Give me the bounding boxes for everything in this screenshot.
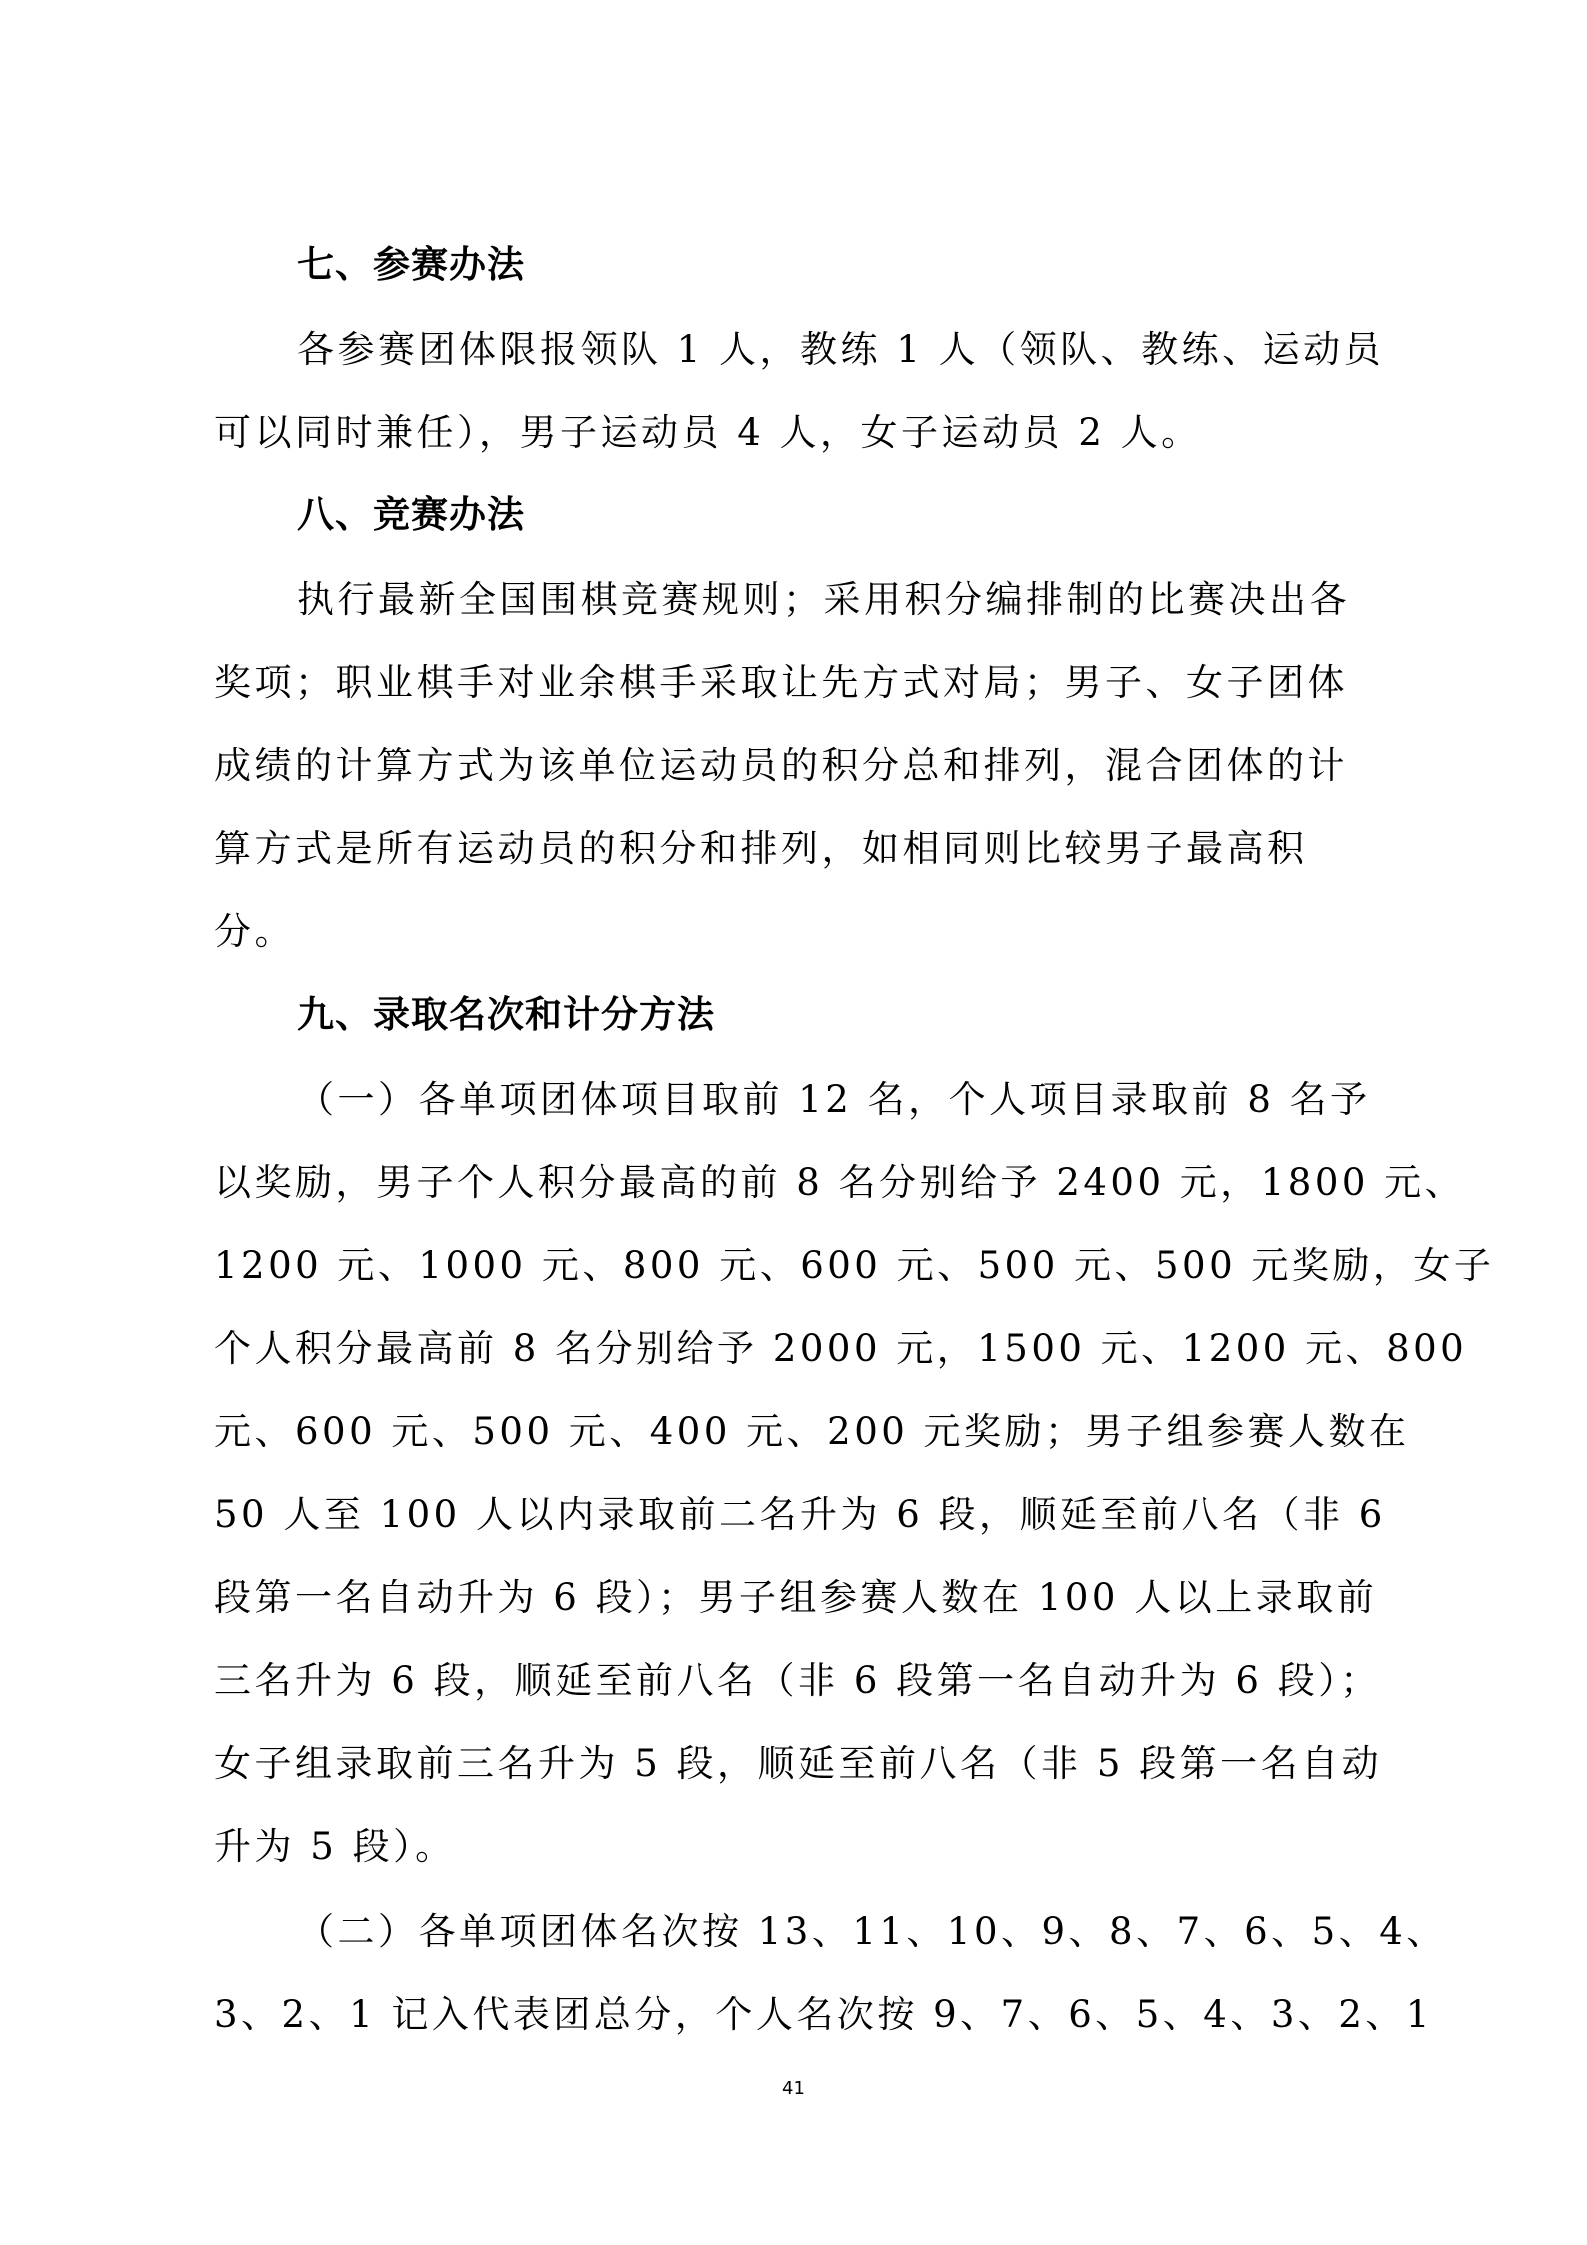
paragraph-line: 可以同时兼任），男子运动员 4 人，女子运动员 2 人。 bbox=[214, 411, 1202, 454]
paragraph-line: （一）各单项团体项目取前 12 名，个人项目录取前 8 名予 bbox=[297, 1078, 1371, 1121]
paragraph-line: 个人积分最高前 8 名分别给予 2000 元，1500 元、1200 元、800 bbox=[214, 1327, 1468, 1370]
paragraph-line: 执行最新全国围棋竞赛规则；采用积分编排制的比赛决出各 bbox=[297, 578, 1350, 621]
paragraph-line: 奖项；职业棋手对业余棋手采取让先方式对局；男子、女子团体 bbox=[214, 661, 1348, 704]
page-number: 41 bbox=[782, 2078, 805, 2099]
paragraph-line: 段第一名自动升为 6 段）；男子组参赛人数在 100 人以上录取前 bbox=[214, 1576, 1378, 1619]
paragraph-line: （二）各单项团体名次按 13、11、10、9、8、7、6、5、4、 bbox=[297, 1910, 1447, 1953]
paragraph-line: 女子组录取前三名升为 5 段，顺延至前八名（非 5 段第一名自动 bbox=[214, 1742, 1383, 1785]
paragraph-line: 分。 bbox=[214, 910, 295, 953]
paragraph-line: 以奖励，男子个人积分最高的前 8 名分别给予 2400 元，1800 元、 bbox=[214, 1161, 1466, 1204]
section-heading-7: 七、参赛办法 bbox=[297, 243, 525, 286]
paragraph-line: 各参赛团体限报领队 1 人，教练 1 人（领队、教练、运动员 bbox=[297, 328, 1385, 371]
paragraph-line: 1200 元、1000 元、800 元、600 元、500 元、500 元奖励，女子 bbox=[214, 1244, 1495, 1287]
paragraph-line: 升为 5 段）。 bbox=[214, 1825, 456, 1868]
paragraph-line: 3、2、1 记入代表团总分，个人名次按 9、7、6、5、4、3、2、1 bbox=[214, 1993, 1433, 2036]
paragraph-line: 算方式是所有运动员的积分和排列，如相同则比较男子最高积 bbox=[214, 827, 1308, 870]
section-heading-8: 八、竞赛办法 bbox=[297, 493, 525, 536]
paragraph-line: 成绩的计算方式为该单位运动员的积分总和排列，混合团体的计 bbox=[214, 744, 1348, 787]
paragraph-line: 元、600 元、500 元、400 元、200 元奖励；男子组参赛人数在 bbox=[214, 1410, 1410, 1453]
paragraph-line: 50 人至 100 人以内录取前二名升为 6 段，顺延至前八名（非 6 bbox=[214, 1493, 1386, 1536]
section-heading-9: 九、录取名次和计分方法 bbox=[297, 993, 715, 1036]
paragraph-line: 三名升为 6 段，顺延至前八名（非 6 段第一名自动升为 6 段）； bbox=[214, 1659, 1381, 1702]
